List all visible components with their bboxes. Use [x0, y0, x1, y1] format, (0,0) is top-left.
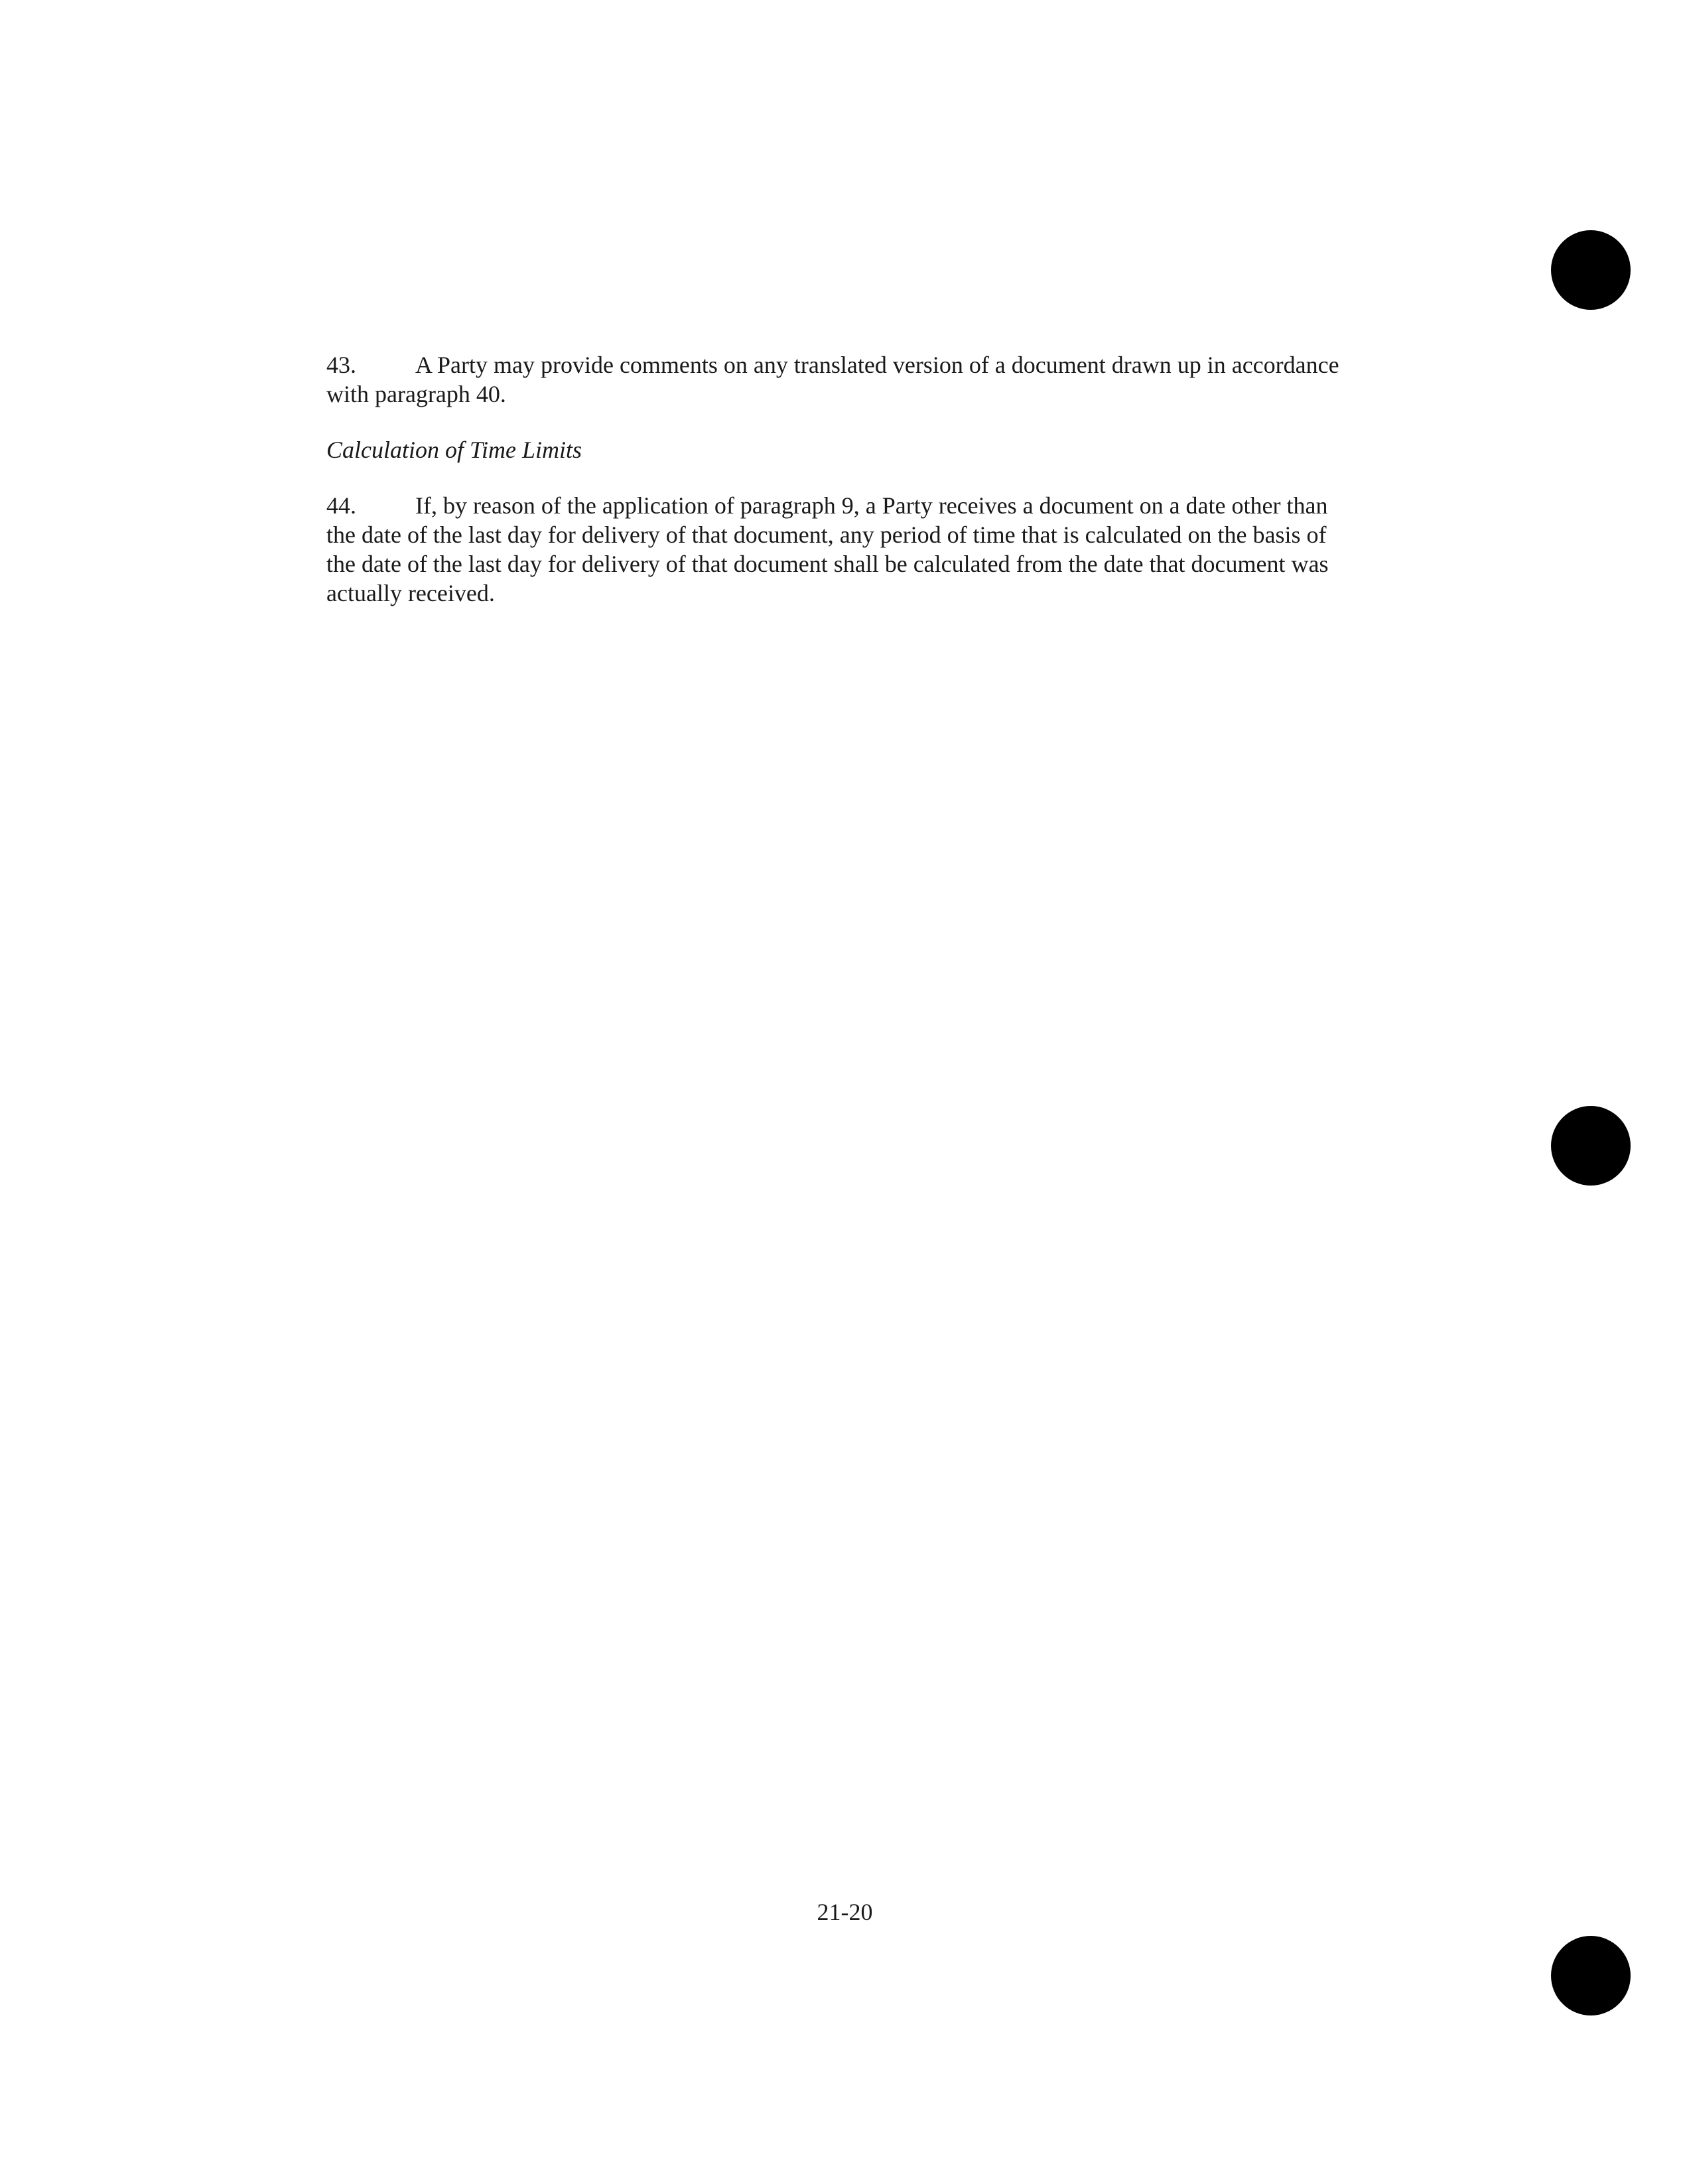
punch-hole-top [1551, 230, 1631, 310]
page-number-text: 21-20 [817, 1899, 873, 1925]
paragraph-44 [326, 491, 1348, 608]
paragraph-text: A Party may provide comments on any translated version of a document drawn up in accordance with paragraph 40. [326, 352, 1339, 407]
document-body [326, 350, 1348, 608]
paragraph-number: 44. [326, 492, 356, 519]
punch-hole-bottom [1551, 1936, 1631, 2015]
paragraph-text: If, by reason of the application of paragraph 9, a Party receives a document on a date other than the date of the last day for delivery of that document, any period of time that is calculated on the basis of the date of the last day for delivery of that document shall be calculated from the date that document was actually received. [326, 492, 1329, 606]
paragraph-43 [326, 350, 1348, 409]
paragraph-number: 43. [326, 352, 356, 378]
section-heading: Calculation of Time Limits [326, 437, 582, 463]
punch-hole-middle [1551, 1106, 1631, 1186]
page-number [0, 1897, 1683, 1927]
